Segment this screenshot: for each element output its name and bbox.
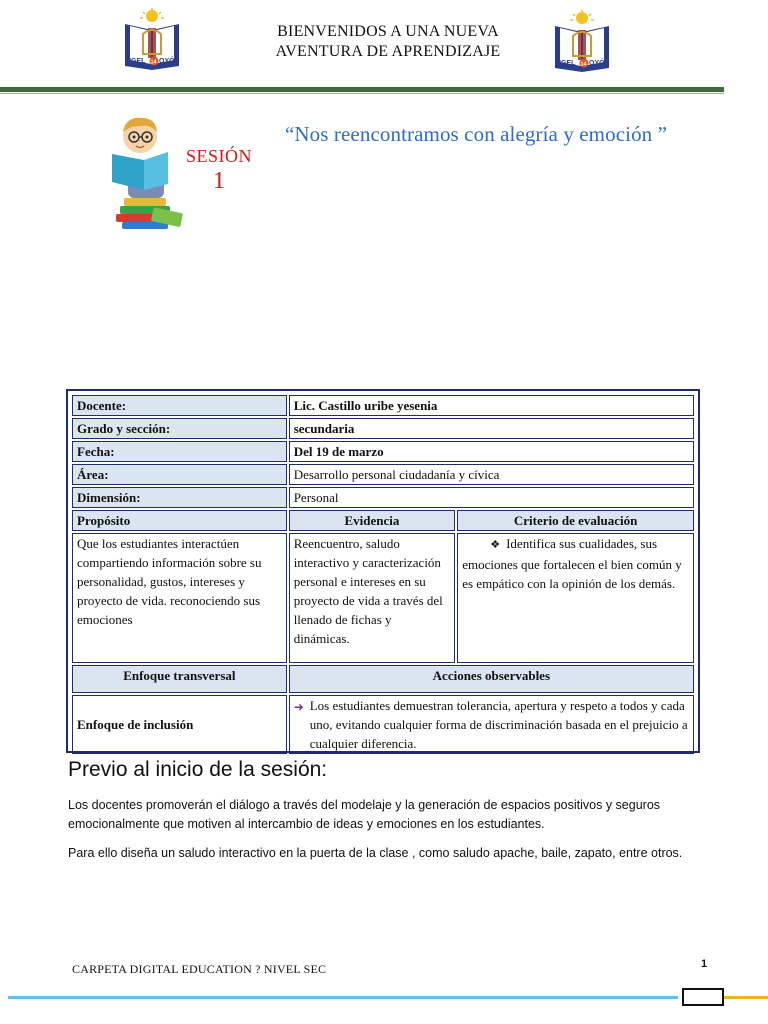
previo-paragraph-1: Los docentes promoverán el diálogo a través del modelaje y la generación de espacios positivos y seguros emocionalmente que motiven al intercambio de ideas y emociones en los estudiantes. <box>68 798 661 831</box>
row-value: Del 19 de marzo <box>289 441 694 462</box>
header-title <box>200 22 576 62</box>
criterio-text: Identifica sus cualidades, sus emociones que fortalecen el bien común y es empático con la opinión de los demás. <box>462 536 682 591</box>
svg-text:14: 14 <box>150 59 157 66</box>
row-label: Grado y sección: <box>72 418 287 439</box>
logo-text <box>126 56 180 66</box>
svg-text:UGEL: UGEL <box>556 60 576 67</box>
acciones-header: Acciones observables <box>289 665 694 693</box>
table-row <box>72 464 694 485</box>
session-label: SESIÓN <box>186 146 253 166</box>
proposito-cell: Que los estudiantes interactúen compartiendo información sobre su personalidad, gustos, intereses y proyecto de vida. reconociendo sus emociones <box>72 533 287 663</box>
footer-yellow-line <box>724 996 768 999</box>
table-header-row <box>72 665 694 693</box>
table-row <box>72 487 694 508</box>
session-number: 1 <box>213 168 225 194</box>
svg-text:OYÓN: OYÓN <box>589 60 610 67</box>
reading-kid-illustration <box>106 110 188 238</box>
row-value: Desarrollo personal ciudadanía y cívica <box>289 464 694 485</box>
svg-text:UGEL: UGEL <box>126 58 146 65</box>
logo-text <box>556 58 610 68</box>
session-info-table <box>66 389 700 753</box>
table-row <box>72 395 694 416</box>
acciones-text: Los estudiantes demuestran tolerancia, apertura y respeto a todos y cada uno, evitando cualquier forma de discriminación basada en el prejuicio a cualquier diferencia. <box>309 698 688 751</box>
enfoque-cell: Enfoque de inclusión <box>72 695 287 754</box>
header-rule <box>0 87 724 92</box>
row-label: Docente: <box>72 395 287 416</box>
table-row <box>72 441 694 462</box>
ugel-logo-left <box>121 8 183 72</box>
page-number: 1 <box>701 958 708 970</box>
table-row <box>72 533 694 663</box>
table-header-row <box>72 510 694 531</box>
row-label: Área: <box>72 464 287 485</box>
row-value: secundaria <box>289 418 694 439</box>
row-label: Fecha: <box>72 441 287 462</box>
col-header-evidencia: Evidencia <box>289 510 456 531</box>
col-header-proposito: Propósito <box>72 510 287 531</box>
acciones-cell <box>289 695 694 754</box>
session-title-quote: “Nos reencontramos con alegría y emoción ” <box>285 122 668 146</box>
previo-heading: Previo al inicio de la sesión: <box>68 758 328 781</box>
header-title-line2: AVENTURA DE APRENDIZAJE <box>275 43 501 60</box>
table-row <box>72 418 694 439</box>
previo-paragraph-2: Para ello diseña un saludo interactivo en la puerta de la clase , como saludo apache, baile, zapato, entre otros. <box>68 846 683 860</box>
arrow-bullet-icon: ➜ <box>293 700 304 714</box>
header-rule-thin <box>0 93 724 94</box>
svg-text:OYÓN: OYÓN <box>159 58 180 65</box>
evidencia-cell: Reencuentro, saludo interactivo y caracterización personal e intereses en su proyecto de vida a través del llenado de fichas y dinámicas. <box>289 533 456 663</box>
svg-text:14: 14 <box>580 61 587 68</box>
ugel-logo-right <box>551 10 613 74</box>
table-row <box>72 695 694 754</box>
row-value: Lic. Castillo uribe yesenia <box>289 395 694 416</box>
footer-box <box>682 988 724 1006</box>
enfoque-header: Enfoque transversal <box>72 665 287 693</box>
footer-text: CARPETA DIGITAL EDUCATION ? NIVEL SEC <box>72 962 327 976</box>
header-title-line1: BIENVENIDOS A UNA NUEVA <box>277 23 499 40</box>
criterio-cell <box>457 533 694 663</box>
col-header-criterio: Criterio de evaluación <box>457 510 694 531</box>
footer-line <box>8 996 678 999</box>
row-value: Personal <box>289 487 694 508</box>
row-label: Dimensión: <box>72 487 287 508</box>
diamond-bullet-icon <box>462 536 506 551</box>
